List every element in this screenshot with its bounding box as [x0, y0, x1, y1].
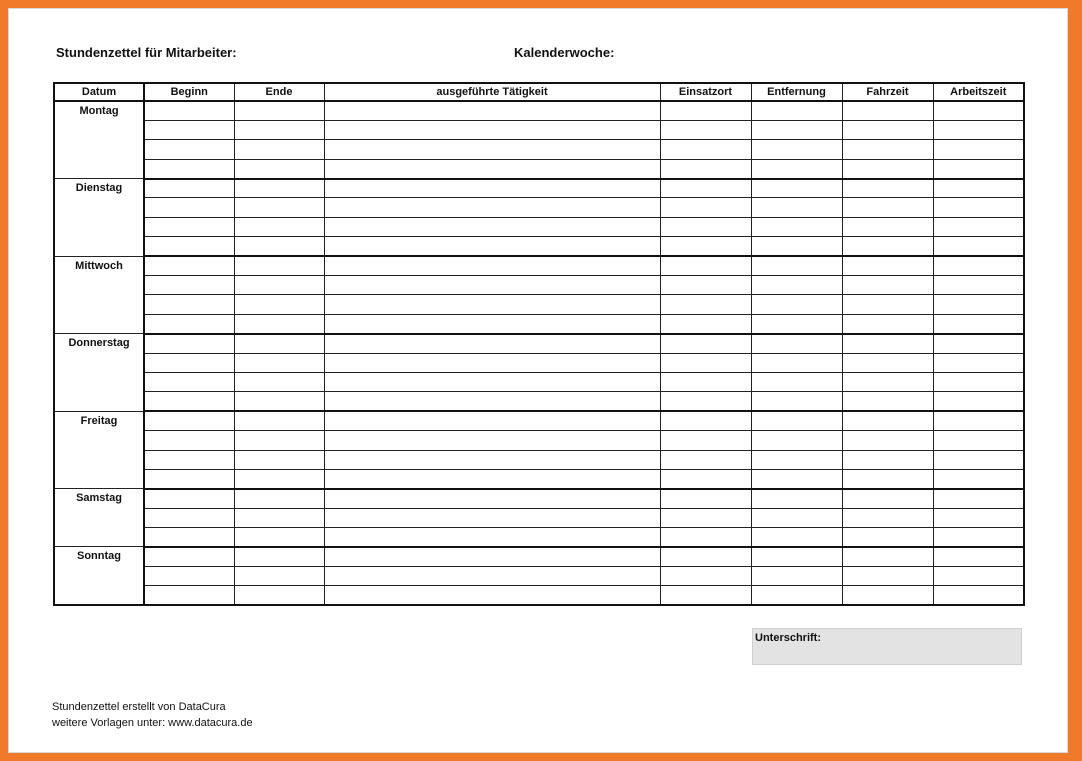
cell-einsatzort[interactable]: [660, 392, 751, 411]
table-row: [54, 489, 1024, 508]
column-header-beginn: Beginn: [144, 83, 234, 101]
cell-einsatzort[interactable]: [660, 256, 751, 275]
cell-fahrzeit[interactable]: [842, 120, 933, 139]
cell-entfernung[interactable]: [751, 140, 842, 159]
cell-ende[interactable]: [234, 372, 324, 391]
cell-einsatzort[interactable]: [660, 140, 751, 159]
cell-einsatzort[interactable]: [660, 566, 751, 585]
table-row: [54, 120, 1024, 139]
cell-beginn[interactable]: [144, 256, 234, 275]
cell-taetigkeit[interactable]: [324, 101, 660, 120]
cell-einsatzort[interactable]: [660, 198, 751, 217]
cell-beginn[interactable]: [144, 179, 234, 198]
cell-einsatzort[interactable]: [660, 508, 751, 527]
cell-ende[interactable]: [234, 276, 324, 295]
cell-entfernung[interactable]: [751, 353, 842, 372]
cell-entfernung[interactable]: [751, 314, 842, 333]
table-row: [54, 217, 1024, 236]
cell-einsatzort[interactable]: [660, 528, 751, 547]
cell-beginn[interactable]: [144, 237, 234, 256]
cell-entfernung[interactable]: [751, 528, 842, 547]
cell-taetigkeit[interactable]: [324, 586, 660, 605]
cell-arbeitszeit[interactable]: [933, 179, 1024, 198]
cell-arbeitszeit[interactable]: [933, 120, 1024, 139]
cell-einsatzort[interactable]: [660, 101, 751, 120]
cell-fahrzeit[interactable]: [842, 295, 933, 314]
cell-fahrzeit[interactable]: [842, 276, 933, 295]
table-row: [54, 159, 1024, 178]
cell-fahrzeit[interactable]: [842, 586, 933, 605]
table-row: [54, 276, 1024, 295]
cell-taetigkeit[interactable]: [324, 217, 660, 236]
cell-ende[interactable]: [234, 528, 324, 547]
day-label: Mittwoch: [54, 256, 144, 334]
cell-entfernung[interactable]: [751, 334, 842, 353]
cell-arbeitszeit[interactable]: [933, 334, 1024, 353]
cell-beginn[interactable]: [144, 372, 234, 391]
cell-arbeitszeit[interactable]: [933, 566, 1024, 585]
table-row: [54, 295, 1024, 314]
cell-fahrzeit[interactable]: [842, 256, 933, 275]
cell-taetigkeit[interactable]: [324, 159, 660, 178]
table-row: [54, 566, 1024, 585]
cell-entfernung[interactable]: [751, 508, 842, 527]
table-row: [54, 140, 1024, 159]
day-label: Sonntag: [54, 547, 144, 605]
table-row: [54, 372, 1024, 391]
cell-ende[interactable]: [234, 508, 324, 527]
cell-taetigkeit[interactable]: [324, 353, 660, 372]
cell-einsatzort[interactable]: [660, 120, 751, 139]
cell-einsatzort[interactable]: [660, 411, 751, 430]
cell-entfernung[interactable]: [751, 489, 842, 508]
cell-ende[interactable]: [234, 566, 324, 585]
cell-ende[interactable]: [234, 198, 324, 217]
table-row: [54, 431, 1024, 450]
column-header-taetigkeit: ausgeführte Tätigkeit: [324, 83, 660, 101]
table-row: [54, 179, 1024, 198]
cell-fahrzeit[interactable]: [842, 101, 933, 120]
cell-entfernung[interactable]: [751, 256, 842, 275]
table-row: [54, 547, 1024, 566]
cell-arbeitszeit[interactable]: [933, 528, 1024, 547]
cell-taetigkeit[interactable]: [324, 566, 660, 585]
table-row: [54, 450, 1024, 469]
column-header-entfernung: Entfernung: [751, 83, 842, 101]
cell-beginn[interactable]: [144, 198, 234, 217]
footer: [52, 699, 253, 731]
cell-taetigkeit[interactable]: [324, 256, 660, 275]
cell-ende[interactable]: [234, 450, 324, 469]
cell-beginn[interactable]: [144, 314, 234, 333]
cell-einsatzort[interactable]: [660, 217, 751, 236]
table-row: [54, 101, 1024, 120]
cell-einsatzort[interactable]: [660, 237, 751, 256]
cell-taetigkeit[interactable]: [324, 450, 660, 469]
cell-ende[interactable]: [234, 120, 324, 139]
cell-entfernung[interactable]: [751, 431, 842, 450]
column-header-fahrzeit: Fahrzeit: [842, 83, 933, 101]
cell-ende[interactable]: [234, 334, 324, 353]
cell-beginn[interactable]: [144, 431, 234, 450]
employee-label: Stundenzettel für Mitarbeiter:: [56, 45, 237, 60]
cell-beginn[interactable]: [144, 528, 234, 547]
cell-arbeitszeit[interactable]: [933, 159, 1024, 178]
cell-fahrzeit[interactable]: [842, 314, 933, 333]
footer-templates-link: weitere Vorlagen unter: www.datacura.de: [52, 717, 253, 729]
cell-arbeitszeit[interactable]: [933, 547, 1024, 566]
cell-fahrzeit[interactable]: [842, 179, 933, 198]
table-row: [54, 237, 1024, 256]
cell-entfernung[interactable]: [751, 547, 842, 566]
timesheet-body: [54, 101, 1024, 605]
table-row: [54, 586, 1024, 605]
cell-einsatzort[interactable]: [660, 314, 751, 333]
cell-einsatzort[interactable]: [660, 469, 751, 488]
cell-arbeitszeit[interactable]: [933, 256, 1024, 275]
cell-ende[interactable]: [234, 179, 324, 198]
cell-taetigkeit[interactable]: [324, 120, 660, 139]
cell-einsatzort[interactable]: [660, 179, 751, 198]
cell-fahrzeit[interactable]: [842, 431, 933, 450]
cell-taetigkeit[interactable]: [324, 528, 660, 547]
cell-taetigkeit[interactable]: [324, 489, 660, 508]
cell-arbeitszeit[interactable]: [933, 295, 1024, 314]
cell-einsatzort[interactable]: [660, 547, 751, 566]
cell-beginn[interactable]: [144, 566, 234, 585]
cell-entfernung[interactable]: [751, 198, 842, 217]
cell-entfernung[interactable]: [751, 101, 842, 120]
cell-entfernung[interactable]: [751, 295, 842, 314]
column-header-datum: Datum: [54, 83, 144, 101]
cell-ende[interactable]: [234, 469, 324, 488]
cell-fahrzeit[interactable]: [842, 547, 933, 566]
cell-taetigkeit[interactable]: [324, 314, 660, 333]
cell-beginn[interactable]: [144, 489, 234, 508]
cell-beginn[interactable]: [144, 276, 234, 295]
footer-credit: Stundenzettel erstellt von DataCura: [52, 701, 226, 713]
cell-fahrzeit[interactable]: [842, 508, 933, 527]
cell-beginn[interactable]: [144, 411, 234, 430]
table-row: [54, 411, 1024, 430]
cell-einsatzort[interactable]: [660, 334, 751, 353]
cell-entfernung[interactable]: [751, 586, 842, 605]
table-row: [54, 392, 1024, 411]
cell-taetigkeit[interactable]: [324, 508, 660, 527]
table-row: [54, 334, 1024, 353]
header-row: [54, 83, 1024, 101]
cell-arbeitszeit[interactable]: [933, 140, 1024, 159]
table-row: [54, 198, 1024, 217]
cell-beginn[interactable]: [144, 508, 234, 527]
cell-taetigkeit[interactable]: [324, 237, 660, 256]
cell-arbeitszeit[interactable]: [933, 372, 1024, 391]
cell-ende[interactable]: [234, 237, 324, 256]
cell-arbeitszeit[interactable]: [933, 353, 1024, 372]
cell-taetigkeit[interactable]: [324, 179, 660, 198]
cell-fahrzeit[interactable]: [842, 217, 933, 236]
table-row: [54, 353, 1024, 372]
cell-fahrzeit[interactable]: [842, 372, 933, 391]
cell-fahrzeit[interactable]: [842, 140, 933, 159]
cell-beginn[interactable]: [144, 392, 234, 411]
column-header-einsatzort: Einsatzort: [660, 83, 751, 101]
cell-taetigkeit[interactable]: [324, 140, 660, 159]
cell-arbeitszeit[interactable]: [933, 217, 1024, 236]
cell-fahrzeit[interactable]: [842, 198, 933, 217]
cell-einsatzort[interactable]: [660, 431, 751, 450]
cell-ende[interactable]: [234, 295, 324, 314]
cell-arbeitszeit[interactable]: [933, 489, 1024, 508]
cell-ende[interactable]: [234, 489, 324, 508]
cell-einsatzort[interactable]: [660, 353, 751, 372]
cell-einsatzort[interactable]: [660, 586, 751, 605]
cell-arbeitszeit[interactable]: [933, 508, 1024, 527]
cell-fahrzeit[interactable]: [842, 411, 933, 430]
cell-ende[interactable]: [234, 314, 324, 333]
cell-beginn[interactable]: [144, 547, 234, 566]
cell-fahrzeit[interactable]: [842, 237, 933, 256]
cell-taetigkeit[interactable]: [324, 469, 660, 488]
cell-entfernung[interactable]: [751, 566, 842, 585]
cell-beginn[interactable]: [144, 450, 234, 469]
cell-ende[interactable]: [234, 159, 324, 178]
cell-entfernung[interactable]: [751, 159, 842, 178]
cell-fahrzeit[interactable]: [842, 489, 933, 508]
table-row: [54, 469, 1024, 488]
cell-taetigkeit[interactable]: [324, 295, 660, 314]
signature-label: Unterschrift:: [755, 632, 822, 644]
cell-entfernung[interactable]: [751, 469, 842, 488]
cell-fahrzeit[interactable]: [842, 159, 933, 178]
cell-entfernung[interactable]: [751, 237, 842, 256]
cell-ende[interactable]: [234, 217, 324, 236]
cell-arbeitszeit[interactable]: [933, 586, 1024, 605]
table-row: [54, 508, 1024, 527]
cell-arbeitszeit[interactable]: [933, 276, 1024, 295]
day-label: Dienstag: [54, 179, 144, 257]
cell-entfernung[interactable]: [751, 372, 842, 391]
cell-arbeitszeit[interactable]: [933, 411, 1024, 430]
cell-beginn[interactable]: [144, 217, 234, 236]
cell-entfernung[interactable]: [751, 120, 842, 139]
cell-fahrzeit[interactable]: [842, 566, 933, 585]
cell-beginn[interactable]: [144, 334, 234, 353]
cell-entfernung[interactable]: [751, 392, 842, 411]
cell-einsatzort[interactable]: [660, 450, 751, 469]
cell-beginn[interactable]: [144, 586, 234, 605]
cell-arbeitszeit[interactable]: [933, 237, 1024, 256]
cell-arbeitszeit[interactable]: [933, 431, 1024, 450]
column-header-arbeitszeit: Arbeitszeit: [933, 83, 1024, 101]
cell-taetigkeit[interactable]: [324, 198, 660, 217]
cell-entfernung[interactable]: [751, 411, 842, 430]
cell-arbeitszeit[interactable]: [933, 198, 1024, 217]
cell-fahrzeit[interactable]: [842, 392, 933, 411]
cell-arbeitszeit[interactable]: [933, 469, 1024, 488]
cell-arbeitszeit[interactable]: [933, 314, 1024, 333]
cell-beginn[interactable]: [144, 295, 234, 314]
day-label: Freitag: [54, 411, 144, 489]
table-row: [54, 314, 1024, 333]
cell-beginn[interactable]: [144, 159, 234, 178]
cell-entfernung[interactable]: [751, 179, 842, 198]
day-label: Samstag: [54, 489, 144, 547]
cell-entfernung[interactable]: [751, 217, 842, 236]
cell-ende[interactable]: [234, 256, 324, 275]
cell-entfernung[interactable]: [751, 276, 842, 295]
cell-beginn[interactable]: [144, 120, 234, 139]
cell-fahrzeit[interactable]: [842, 528, 933, 547]
cell-taetigkeit[interactable]: [324, 392, 660, 411]
cell-fahrzeit[interactable]: [842, 353, 933, 372]
cell-ende[interactable]: [234, 586, 324, 605]
cell-einsatzort[interactable]: [660, 295, 751, 314]
cell-ende[interactable]: [234, 101, 324, 120]
cell-ende[interactable]: [234, 411, 324, 430]
cell-einsatzort[interactable]: [660, 159, 751, 178]
cell-taetigkeit[interactable]: [324, 431, 660, 450]
table-row: [54, 256, 1024, 275]
cell-beginn[interactable]: [144, 140, 234, 159]
day-label: Donnerstag: [54, 334, 144, 412]
cell-beginn[interactable]: [144, 469, 234, 488]
cell-ende[interactable]: [234, 353, 324, 372]
cell-taetigkeit[interactable]: [324, 411, 660, 430]
cell-ende[interactable]: [234, 431, 324, 450]
cell-arbeitszeit[interactable]: [933, 392, 1024, 411]
table-row: [54, 528, 1024, 547]
column-header-ende: Ende: [234, 83, 324, 101]
cell-fahrzeit[interactable]: [842, 450, 933, 469]
cell-taetigkeit[interactable]: [324, 547, 660, 566]
cell-einsatzort[interactable]: [660, 489, 751, 508]
timesheet-table: [53, 82, 1025, 606]
cell-taetigkeit[interactable]: [324, 372, 660, 391]
cell-beginn[interactable]: [144, 353, 234, 372]
cell-taetigkeit[interactable]: [324, 276, 660, 295]
cell-arbeitszeit[interactable]: [933, 101, 1024, 120]
cell-einsatzort[interactable]: [660, 276, 751, 295]
cell-ende[interactable]: [234, 547, 324, 566]
calendar-week-label: Kalenderwoche:: [514, 45, 615, 60]
cell-entfernung[interactable]: [751, 450, 842, 469]
cell-ende[interactable]: [234, 392, 324, 411]
cell-fahrzeit[interactable]: [842, 469, 933, 488]
cell-einsatzort[interactable]: [660, 372, 751, 391]
cell-beginn[interactable]: [144, 101, 234, 120]
cell-taetigkeit[interactable]: [324, 334, 660, 353]
signature-field[interactable]: [752, 628, 1022, 665]
cell-arbeitszeit[interactable]: [933, 450, 1024, 469]
cell-fahrzeit[interactable]: [842, 334, 933, 353]
cell-ende[interactable]: [234, 140, 324, 159]
document-page: [8, 8, 1068, 753]
day-label: Montag: [54, 101, 144, 179]
